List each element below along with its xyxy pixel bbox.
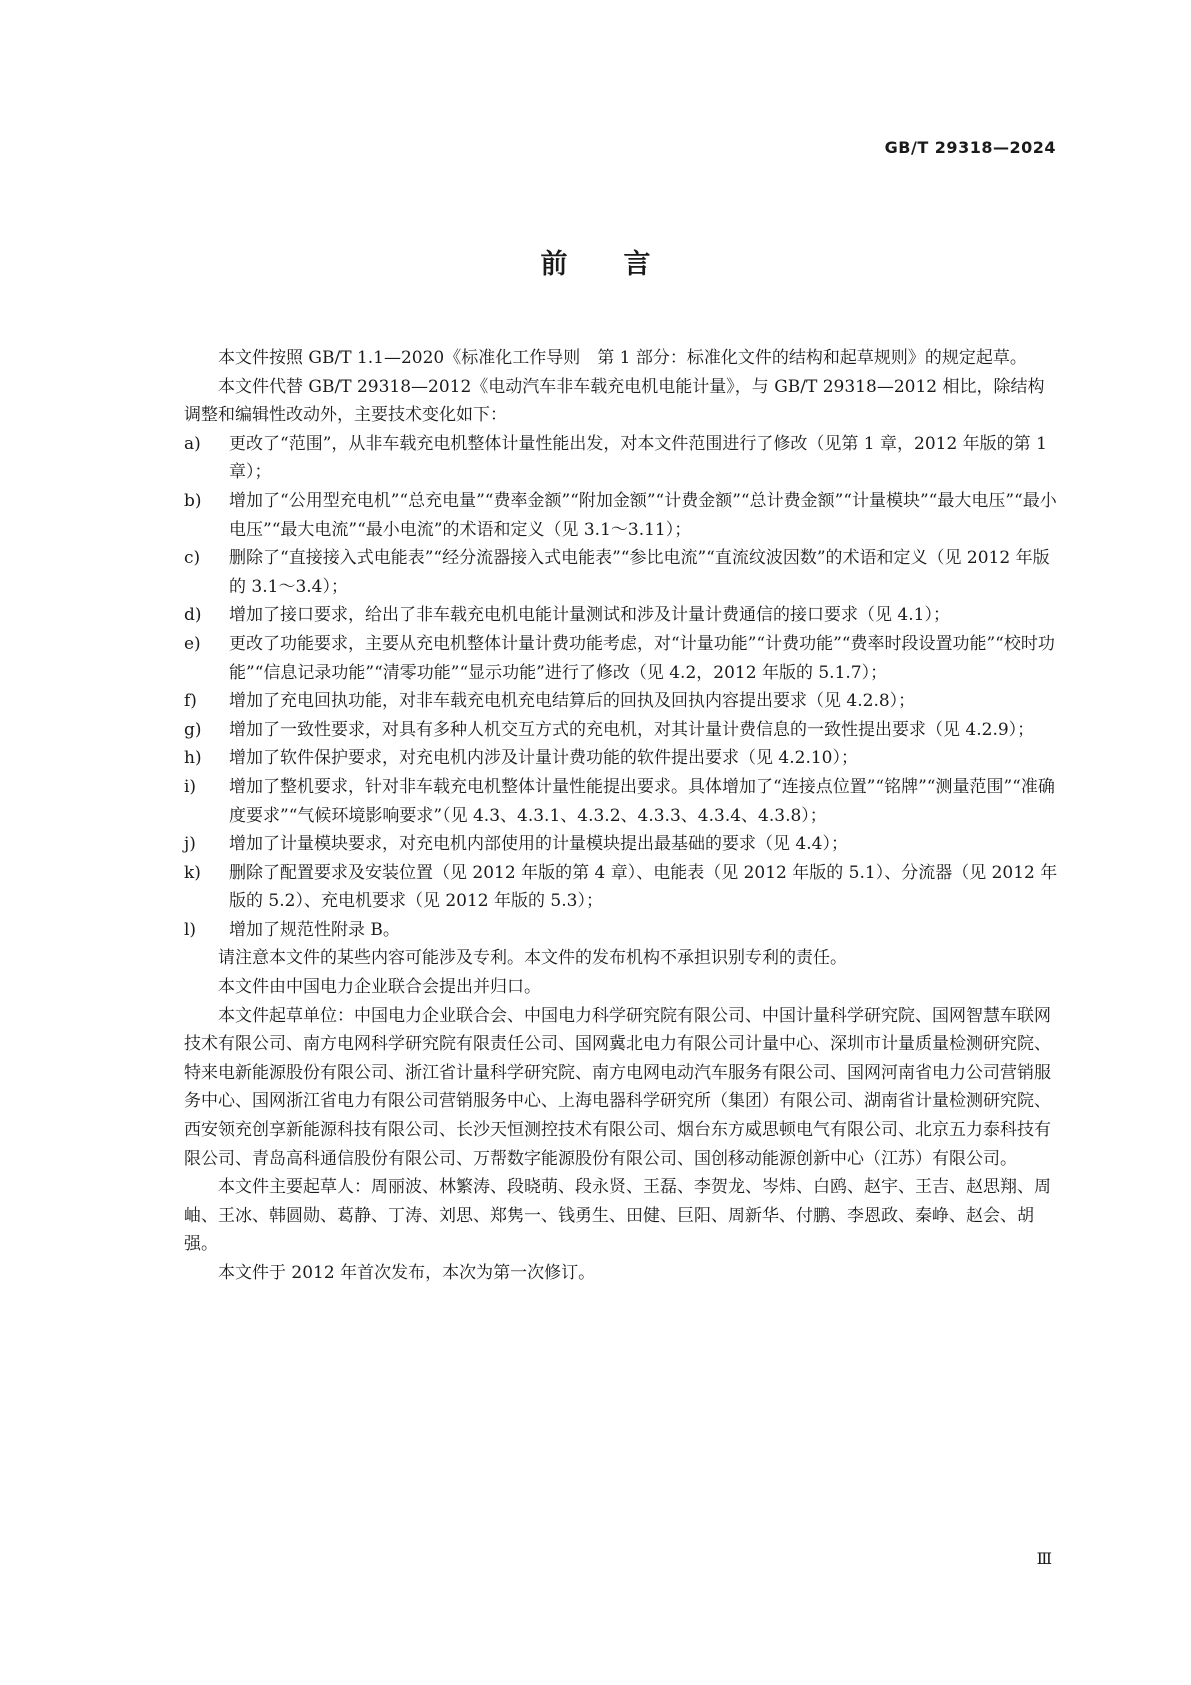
paragraph: 本文件代替 GB/T 29318—2012《电动汽车非车载充电机电能计量》，与 GB/T 29318—2012 相比，除结构调整和编辑性改动外，主要技术变化如下： [184, 376, 1045, 426]
list-item-label: d) [184, 605, 202, 626]
list-item-text: 增加了“公用型充电机”“总充电量”“费率金额”“附加金额”“计费金额”“总计费金额”“计量模块”“最大电压”“最小电压”“最大电流”“最小电流”的术语和定义（见 3.1～3.11）； [229, 490, 1057, 540]
list-item [184, 430, 1058, 487]
list-item-text: 删除了“直接接入式电能表”“经分流器接入式电能表”“参比电流”“直流纹波因数”的术语和定义（见 2012 年版的 3.1～3.4）； [229, 548, 1050, 597]
list-item-label: k) [184, 862, 201, 883]
list-item-label: j) [184, 834, 196, 855]
document-body [184, 344, 1058, 1288]
list-item-label: f) [184, 691, 197, 712]
list-item-label: g) [184, 719, 202, 740]
list-item [184, 744, 1058, 773]
list-item [184, 859, 1058, 916]
list-item-label: h) [184, 748, 202, 769]
list-item [184, 773, 1058, 830]
paragraph: 本文件按照 GB/T 1.1—2020《标准化工作导则 第 1 部分：标准化文件的结构和起草规则》的规定起草。 [218, 348, 1027, 368]
revision-history: 本文件于 2012 年首次发布，本次为第一次修订。 [218, 1263, 596, 1283]
patent-notice: 请注意本文件的某些内容可能涉及专利。本文件的发布机构不承担识别专利的责任。 [218, 948, 847, 969]
list-item [184, 716, 1058, 745]
list-item-text: 增加了充电回执功能，对非车载充电机充电结算后的回执及回执内容提出要求（见 4.2.8）； [229, 691, 916, 712]
list-item-text: 更改了“范围”，从非车载充电机整体计量性能出发，对本文件范围进行了修改（见第 1 章，2012 年版的第 1 章）； [229, 433, 1047, 483]
document-code: GB/T 29318—2024 [884, 138, 1056, 157]
change-list [184, 430, 1058, 945]
page-title: 前言 [540, 249, 707, 280]
proposer-statement: 本文件由中国电力企业联合会提出并归口。 [218, 977, 541, 998]
list-item-text: 删除了配置要求及安装位置（见 2012 年版的第 4 章）、电能表（见 2012 年版的 5.1）、分流器（见 2012 年版的 5.2）、充电机要求（见 2012 年版的 5.3）； [229, 862, 1058, 912]
list-item [184, 630, 1058, 687]
list-item [184, 687, 1058, 716]
drafting-organizations: 本文件起草单位：中国电力企业联合会、中国电力科学研究院有限公司、中国计量科学研究院、国网智慧车联网技术有限公司、南方电网科学研究院有限责任公司、国网冀北电力有限公司计量中心、深圳市计量质量检测研究院、特来电新能源股份有限公司、浙江省计量科学研究院、南方电网电动汽车服务有限公司、国网河南省电力公司营销服务中心、国网浙江省电力有限公司营销服务中心、上海电器科学研究所（集团）有限公司、湖南省计量检测研究院、西安领充创享新能源科技有限公司、长沙天恒测控技术有限公司、烟台东方威思顿电气有限公司、北京五力泰科技有限公司、青岛高科通信股份有限公司、万帮数字能源股份有限公司、国创移动能源创新中心（江苏）有限公司。 [184, 1005, 1051, 1169]
list-item [184, 544, 1058, 601]
drafters: 本文件主要起草人：周丽波、林繁涛、段晓萌、段永贤、王磊、李贺龙、岑炜、白鸥、赵宇、王吉、赵思翔、周岫、王冰、韩圆勋、葛静、丁涛、刘思、郑隽一、钱勇生、田健、巨阳、周新华、付鹏、李恩政、秦峥、赵会、胡强。 [184, 1177, 1051, 1255]
list-item-text: 增加了整机要求，针对非车载充电机整体计量性能提出要求。具体增加了“连接点位置”“铭牌”“测量范围”“准确度要求”“气候环境影响要求”（见 4.3、4.3.1、4.3.2、4.3.3、4.3.4、4.3.8）； [229, 776, 1055, 826]
list-item-label: b) [184, 490, 202, 511]
list-item-label: e) [184, 633, 201, 654]
list-item-text: 增加了接口要求，给出了非车载充电机电能计量测试和涉及计量计费通信的接口要求（见 4.1）； [229, 605, 950, 626]
page-number: Ⅲ [1036, 1549, 1052, 1568]
list-item [184, 830, 1058, 859]
list-item-text: 增加了计量模块要求，对充电机内部使用的计量模块提出最基础的要求（见 4.4）； [229, 834, 848, 855]
list-item-label: l) [184, 919, 197, 940]
list-item [184, 487, 1058, 544]
list-item-text: 增加了软件保护要求，对充电机内涉及计量计费功能的软件提出要求（见 4.2.10）； [229, 748, 858, 769]
list-item-label: a) [184, 433, 201, 454]
list-item-label: c) [184, 548, 201, 569]
list-item-text: 增加了一致性要求，对具有多种人机交互方式的充电机，对其计量计费信息的一致性提出要求（见 4.2.9）； [229, 719, 1035, 740]
list-item [184, 916, 1058, 945]
list-item-text: 更改了功能要求，主要从充电机整体计量计费功能考虑，对“计量功能”“计费功能”“费率时段设置功能”“校时功能”“信息记录功能”“清零功能”“显示功能”进行了修改（见 4.2，2012 年版的 5.1.7）； [229, 633, 1055, 683]
list-item-text: 增加了规范性附录 B。 [229, 919, 400, 940]
list-item [184, 601, 1058, 630]
list-item-label: i) [184, 776, 197, 797]
